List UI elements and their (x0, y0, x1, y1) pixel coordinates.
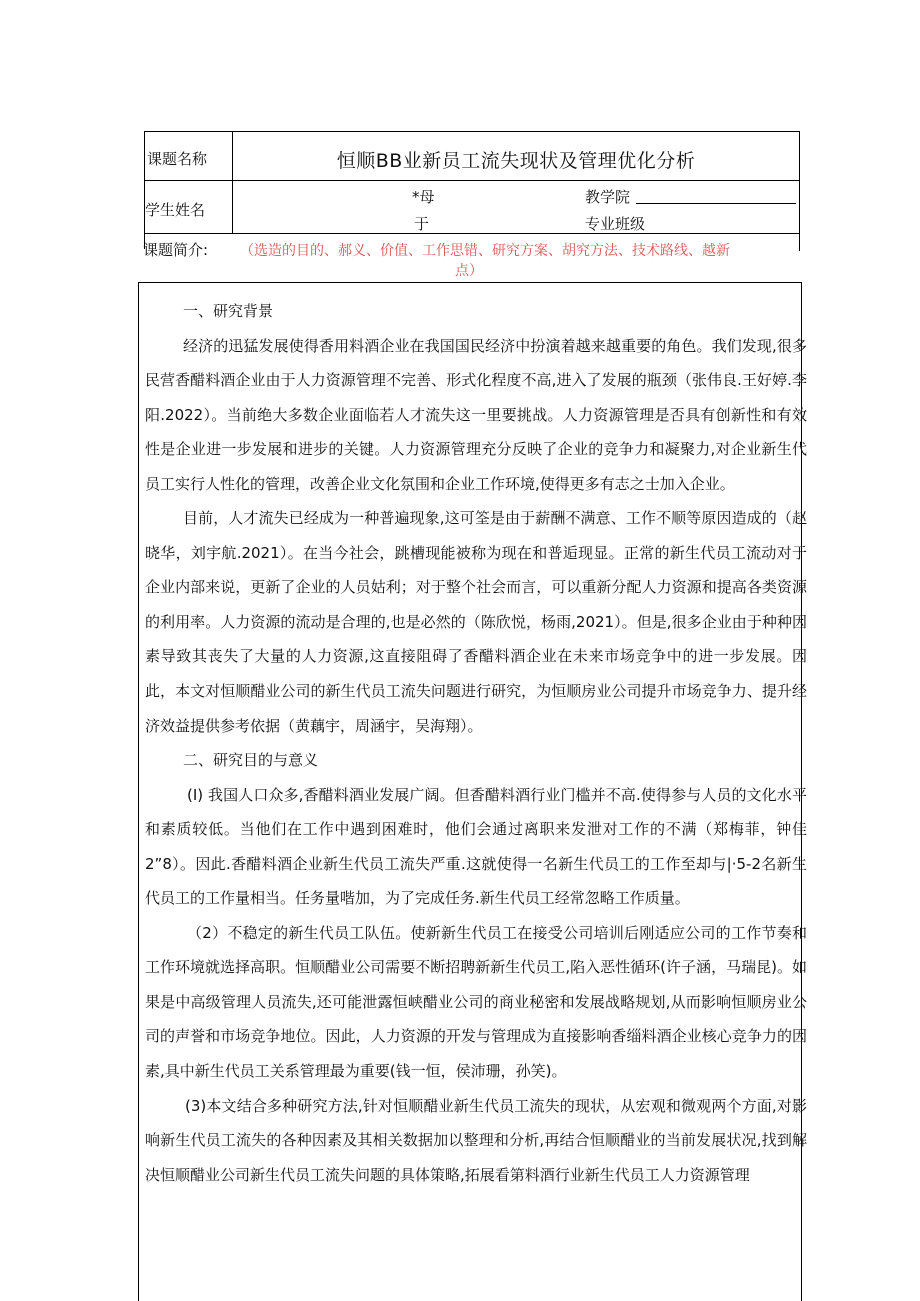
table-row-divider-1 (144, 180, 800, 181)
table-top-border (144, 131, 800, 132)
intro-note-line-1: （选造的目的、郝义、价值、工作思错、研究方案、胡究方法、技术路线、越新 (240, 243, 730, 259)
paragraph-purpose-1: (I) 我国人口众多,香醋料酒业发展广阔。但香醋料酒行业门槛并不高.使得参与人员的文化水平和素质较低。当他们在工作中遇到困难时，他们会通过离职来发泄对工作的不满（郑梅菲，钟佳2”8）。因此.香醋料酒企业新生代员工流失严重.这就使得一名新生代员工的工作至却与|·5-2名新生代员工的工作量相当。任务量喈加，为了完成任务.新生代员工经常忽略工作质量。 (145, 785, 807, 908)
intro-note-line-2: 点） (455, 263, 483, 279)
paragraph-purpose-3: (3)本文结合多种研究方法,针对恒顺醋业新生代员工流失的现状，从宏观和微观两个方面,对影响新生代员工流失的各种因素及其相关数据加以整理和分析,再结合恒顺醋业的当前发展状况,找到解决恒顺醋业公司新生代员工流失问题的具体策略,拓展看第料酒行业新生代员工人力资源管理 (145, 1096, 807, 1184)
paragraph-background-1: 经济的迅猛发展使得香用料酒企业在我国国民经济中扮演着越来越重要的角色。我们发现,很多民营香醋料酒企业由于人力资源管理不完善、形式化程度不高,进入了发展的瓶颈（张伟良.王好婷.李阳.2022）。当前绝大多数企业面临若人才流失这一里要挑战。人力资源管理是否具有创新性和有效性是企业进一步发展和进步的关键。人力资源管理充分反映了企业的竞争力和凝聚力,对企业新生代员工实行人性化的管理，改善企业文化氛围和企业工作环境,使得更多有志之士加入企业。 (145, 336, 807, 493)
student-name-line-2: 于 (414, 215, 430, 233)
proposal-body (145, 294, 807, 1192)
table-row-divider-2 (144, 233, 800, 234)
college-label: 教学院 (585, 188, 631, 206)
major-label: 专业班级 (585, 215, 646, 233)
intro-label: 课题简介: (143, 241, 209, 259)
student-label: 学生姓名 (145, 201, 206, 219)
paragraph-background-2: 目前，人才流失已经成为一种普遍现象,这可筌是由于薪酬不满意、工作不顺等原因造成的（赵晓华，刘宇航.2021）。在当今社会，跳槽现能被称为现在和普逅现显。正常的新生代员工流动对于企业内部来说，更新了企业的人员姑利；对于整个社会而言，可以重新分配人力资源和提高各类资源的利用率。人力资源的流动是合理的,也是必然的（陈欣悦，杨雨,2021）。但是,很多企业由于种种因素导致其丧失了大量的人力资源,这直接阻碍了香醋料酒企业在未来市场竞争中的进一步发展。因此，本文对恒顺醋业公司的新生代员工流失问题进行研究，为恒顺房业公司提升市场竞争力、提升经济效益提供参考依据（黄藕宇，周涵宇，吴海翔）。 (145, 509, 807, 735)
table-left-border (144, 131, 145, 249)
topic-label: 课题名称 (147, 150, 208, 168)
page-title: 恒顺BB业新员工流失现状及管理优化分析 (336, 150, 696, 172)
body-box-left (138, 282, 139, 1301)
paragraph-purpose-2: （2）不稳定的新生代员工队伍。使新新生代员工在接受公司培训后刚适应公司的工作节奏和工作环境就选择高职。恒顺醋业公司需要不断招聘新新生代员工,陷入恶性循环(许子涵，马瑞昆)。如果是中高级管理人员流失,还可能泄露恒峡醋业公司的商业秘密和发展战略规划,从而影响恒顺房业公司的声誉和市场竞争地位。因此，人力资源的开发与管理成为直接影响香缁料酒企业核心竞争力的因素,具中新生代员工关系管理最为重要(钱一恒，侯沛珊，孙笑)。 (145, 923, 807, 1081)
college-underline (636, 203, 796, 204)
body-box-top (138, 282, 802, 283)
heading-research-background: 一、研究背景 (183, 302, 274, 320)
student-name-line-1: *母 (412, 188, 435, 206)
heading-purpose-significance: 二、研究目的与意义 (183, 751, 319, 770)
